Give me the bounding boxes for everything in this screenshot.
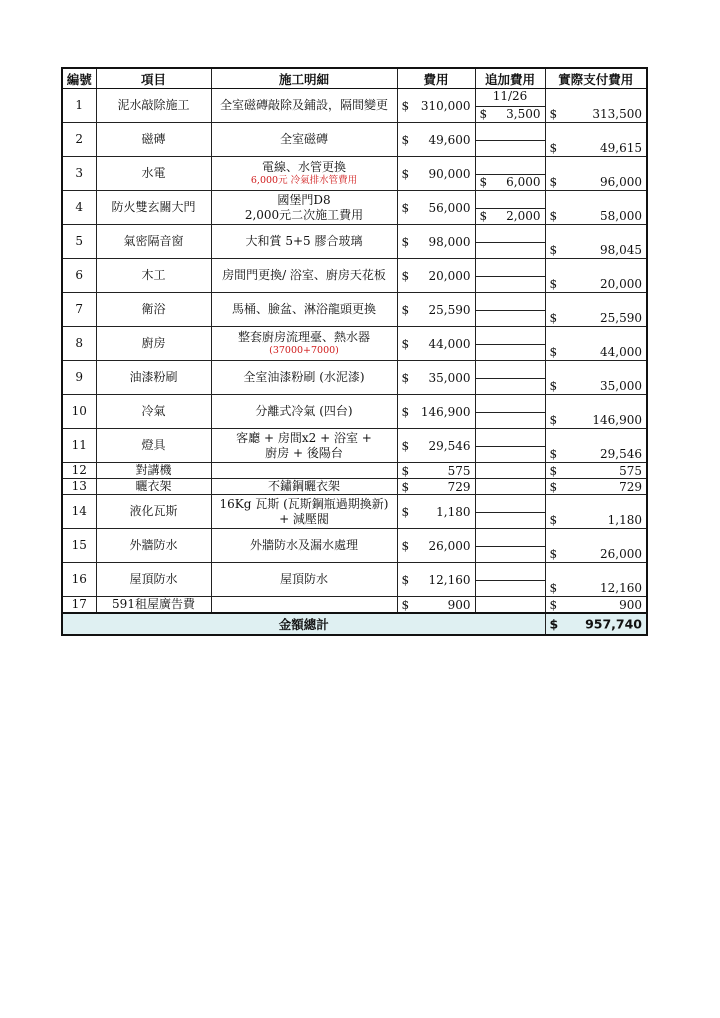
row-description <box>211 495 397 529</box>
currency-symbol: $ <box>401 98 410 113</box>
actual-amount: 29,546 <box>600 447 642 461</box>
row-number: 8 <box>62 327 96 361</box>
currency-symbol: $ <box>401 597 410 612</box>
currency-symbol: $ <box>401 370 410 385</box>
fee-cell <box>397 395 475 429</box>
fee-amount: 146,900 <box>420 404 471 419</box>
currency-symbol: $ <box>401 504 410 519</box>
additional-bottom <box>476 512 545 529</box>
fee-amount: 20,000 <box>428 268 471 283</box>
currency-symbol: $ <box>401 132 410 147</box>
row-number: 10 <box>62 395 96 429</box>
row-description <box>211 463 397 479</box>
currency-symbol: $ <box>401 538 410 553</box>
table-row <box>62 563 647 597</box>
fee-cell <box>397 327 475 361</box>
fee-cell <box>397 563 475 597</box>
row-item: 液化瓦斯 <box>96 495 211 529</box>
row-description <box>211 529 397 563</box>
row-item: 591租屋廣告費 <box>96 597 211 614</box>
row-item: 水電 <box>96 157 211 191</box>
actual-cell <box>545 89 647 123</box>
row-item: 曬衣架 <box>96 479 211 495</box>
row-number: 12 <box>62 463 96 479</box>
actual-amount: 44,000 <box>600 345 642 359</box>
actual-amount: 98,045 <box>600 243 642 257</box>
row-description <box>211 429 397 463</box>
description-text: 整套廚房流理臺、熱水器 <box>237 330 370 344</box>
additional-cell <box>475 225 545 259</box>
description-text: 國堡門D8 2,000元二次施工費用 <box>244 192 364 222</box>
header-no: 編號 <box>62 68 96 89</box>
total-label: 金額總計 <box>62 613 545 635</box>
fee-amount: 575 <box>447 463 471 478</box>
additional-cell <box>475 479 545 495</box>
table-body <box>62 89 647 614</box>
row-number: 11 <box>62 429 96 463</box>
actual-amount: 12,160 <box>600 581 642 595</box>
row-description <box>211 157 397 191</box>
fee-amount: 26,000 <box>428 538 471 553</box>
row-number: 9 <box>62 361 96 395</box>
currency-symbol: $ <box>401 463 410 478</box>
table-row <box>62 89 647 123</box>
currency-symbol: $ <box>549 345 558 359</box>
fee-amount: 25,590 <box>428 302 471 317</box>
row-item: 泥水敲除施工 <box>96 89 211 123</box>
additional-bottom <box>476 140 545 157</box>
table-row <box>62 429 647 463</box>
row-number: 14 <box>62 495 96 529</box>
actual-amount: 20,000 <box>600 277 642 291</box>
table-row <box>62 225 647 259</box>
additional-top <box>476 327 545 345</box>
additional-cell <box>475 563 545 597</box>
table-row <box>62 395 647 429</box>
actual-cell <box>545 597 647 614</box>
table-row <box>62 327 647 361</box>
currency-symbol: $ <box>479 107 488 121</box>
actual-amount: 49,615 <box>600 141 642 155</box>
additional-amount: 6,000 <box>506 175 541 189</box>
row-number: 3 <box>62 157 96 191</box>
actual-amount: 26,000 <box>600 547 642 561</box>
table-row <box>62 259 647 293</box>
header-item: 項目 <box>96 68 211 89</box>
description-text: 全室磁磚敲除及鋪設，隔間變更 <box>219 98 388 112</box>
additional-cell <box>475 123 545 157</box>
actual-cell <box>545 191 647 225</box>
additional-bottom <box>476 446 545 463</box>
actual-cell <box>545 479 647 495</box>
actual-amount: 35,000 <box>600 379 642 393</box>
actual-amount: 25,590 <box>600 311 642 325</box>
table-row <box>62 597 647 614</box>
header-actual: 實際支付費用 <box>545 68 647 89</box>
actual-cell <box>545 157 647 191</box>
currency-symbol: $ <box>401 479 410 494</box>
description-text: 電線、水管更換 <box>261 160 346 174</box>
row-number: 15 <box>62 529 96 563</box>
row-description <box>211 479 397 495</box>
row-item: 油漆粉刷 <box>96 361 211 395</box>
currency-symbol: $ <box>549 243 558 257</box>
table-row <box>62 463 647 479</box>
additional-top <box>476 157 545 175</box>
actual-cell <box>545 463 647 479</box>
fee-amount: 310,000 <box>420 98 471 113</box>
additional-bottom <box>476 546 545 563</box>
fee-cell <box>397 225 475 259</box>
actual-amount: 900 <box>619 597 642 612</box>
actual-cell <box>545 123 647 157</box>
fee-amount: 35,000 <box>428 370 471 385</box>
row-description <box>211 225 397 259</box>
row-item: 木工 <box>96 259 211 293</box>
description-text: 房間門更換/ 浴室、廚房天花板 <box>222 268 386 282</box>
fee-amount: 98,000 <box>428 234 471 249</box>
row-item: 燈具 <box>96 429 211 463</box>
fee-amount: 12,160 <box>428 572 471 587</box>
actual-cell <box>545 361 647 395</box>
row-item: 外牆防水 <box>96 529 211 563</box>
additional-top <box>476 395 545 413</box>
fee-amount: 729 <box>447 479 471 494</box>
total-amount: 957,740 <box>585 616 642 632</box>
table-row <box>62 123 647 157</box>
row-number: 16 <box>62 563 96 597</box>
fee-cell <box>397 479 475 495</box>
additional-cell <box>475 463 545 479</box>
actual-cell <box>545 293 647 327</box>
additional-bottom <box>476 580 545 597</box>
currency-symbol: $ <box>549 447 558 461</box>
row-item: 廚房 <box>96 327 211 361</box>
additional-top <box>476 191 545 209</box>
fee-amount: 1,180 <box>436 504 471 519</box>
fee-cell <box>397 495 475 529</box>
additional-amount: 2,000 <box>506 209 541 223</box>
row-number: 4 <box>62 191 96 225</box>
table-row <box>62 191 647 225</box>
currency-symbol: $ <box>401 404 410 419</box>
currency-symbol: $ <box>401 234 410 249</box>
currency-symbol: $ <box>401 302 410 317</box>
row-description <box>211 123 397 157</box>
table-row <box>62 479 647 495</box>
row-description <box>211 89 397 123</box>
actual-cell <box>545 529 647 563</box>
description-text: 大和賞 5+5 膠合玻璃 <box>245 234 363 248</box>
actual-cell <box>545 429 647 463</box>
header-fee: 費用 <box>397 68 475 89</box>
actual-cell <box>545 225 647 259</box>
additional-bottom <box>476 174 545 191</box>
row-description <box>211 259 397 293</box>
additional-bottom <box>476 378 545 395</box>
currency-symbol: $ <box>549 463 558 478</box>
additional-cell <box>475 327 545 361</box>
actual-amount: 575 <box>619 463 642 478</box>
additional-amount: 3,500 <box>506 107 541 121</box>
fee-cell <box>397 429 475 463</box>
fee-cell <box>397 529 475 563</box>
row-item: 氣密隔音窗 <box>96 225 211 259</box>
currency-symbol: $ <box>549 581 558 595</box>
fee-cell <box>397 259 475 293</box>
expense-sheet <box>61 67 646 636</box>
additional-top <box>476 89 545 107</box>
additional-top <box>476 361 545 379</box>
row-description <box>211 327 397 361</box>
additional-top <box>476 529 545 547</box>
actual-cell <box>545 327 647 361</box>
total-amount-cell <box>545 613 647 635</box>
fee-amount: 49,600 <box>428 132 471 147</box>
description-text: 16Kg 瓦斯 (瓦斯鋼瓶過期換新) + 減壓閥 <box>219 496 389 526</box>
additional-top <box>476 123 545 141</box>
additional-top <box>476 259 545 277</box>
additional-top <box>476 293 545 311</box>
row-item: 防火雙玄關大門 <box>96 191 211 225</box>
currency-symbol: $ <box>549 379 558 393</box>
row-number: 6 <box>62 259 96 293</box>
fee-amount: 90,000 <box>428 166 471 181</box>
additional-cell <box>475 495 545 529</box>
row-item: 磁磚 <box>96 123 211 157</box>
description-text: 全室油漆粉刷 (水泥漆) <box>243 370 365 384</box>
actual-amount: 96,000 <box>600 175 642 189</box>
row-description <box>211 597 397 614</box>
actual-amount: 1,180 <box>607 513 642 527</box>
header-row <box>62 68 647 89</box>
actual-amount: 146,900 <box>592 413 642 427</box>
table-row <box>62 293 647 327</box>
header-additional: 追加費用 <box>475 68 545 89</box>
fee-cell <box>397 597 475 614</box>
row-item: 衛浴 <box>96 293 211 327</box>
description-text: 外牆防水及漏水處理 <box>249 538 358 552</box>
additional-cell <box>475 429 545 463</box>
additional-bottom <box>476 310 545 327</box>
fee-cell <box>397 157 475 191</box>
currency-symbol: $ <box>479 175 488 189</box>
currency-symbol: $ <box>549 513 558 527</box>
actual-amount: 729 <box>619 479 642 494</box>
additional-cell <box>475 395 545 429</box>
row-number: 13 <box>62 479 96 495</box>
actual-cell <box>545 495 647 529</box>
additional-bottom <box>476 344 545 361</box>
table-row <box>62 157 647 191</box>
fee-cell <box>397 463 475 479</box>
currency-symbol: $ <box>549 547 558 561</box>
currency-symbol: $ <box>549 413 558 427</box>
actual-cell <box>545 395 647 429</box>
description-text: 客廳 + 房間x2 + 浴室 + 廚房 + 後陽台 <box>236 430 372 460</box>
additional-cell <box>475 597 545 614</box>
additional-bottom <box>476 242 545 259</box>
row-number: 2 <box>62 123 96 157</box>
currency-symbol: $ <box>549 277 558 291</box>
actual-cell <box>545 259 647 293</box>
fee-cell <box>397 293 475 327</box>
table-row <box>62 495 647 529</box>
currency-symbol: $ <box>549 175 558 189</box>
currency-symbol: $ <box>401 200 410 215</box>
additional-bottom <box>476 106 545 123</box>
fee-cell <box>397 123 475 157</box>
actual-amount: 58,000 <box>600 209 642 223</box>
additional-cell <box>475 89 545 123</box>
additional-top <box>476 429 545 447</box>
description-note: (37000+7000) <box>269 345 339 356</box>
currency-symbol: $ <box>401 166 410 181</box>
row-number: 7 <box>62 293 96 327</box>
row-item: 屋頂防水 <box>96 563 211 597</box>
currency-symbol: $ <box>479 209 488 223</box>
row-number: 5 <box>62 225 96 259</box>
additional-bottom <box>476 276 545 293</box>
additional-cell <box>475 361 545 395</box>
actual-amount: 313,500 <box>592 107 642 121</box>
fee-cell <box>397 191 475 225</box>
row-description <box>211 361 397 395</box>
row-description <box>211 191 397 225</box>
currency-symbol: $ <box>549 107 558 121</box>
description-text: 馬桶、臉盆、淋浴龍頭更換 <box>231 302 376 316</box>
description-text: 分離式冷氣 (四台) <box>255 404 353 418</box>
total-row <box>62 613 647 635</box>
currency-symbol: $ <box>549 597 558 612</box>
additional-cell <box>475 529 545 563</box>
currency-symbol: $ <box>401 336 410 351</box>
row-item: 對講機 <box>96 463 211 479</box>
additional-top <box>476 563 545 581</box>
row-number: 17 <box>62 597 96 614</box>
currency-symbol: $ <box>401 438 410 453</box>
table-row <box>62 361 647 395</box>
currency-symbol: $ <box>549 616 559 632</box>
fee-amount: 56,000 <box>428 200 471 215</box>
additional-cell <box>475 157 545 191</box>
additional-date: 11/26 <box>492 89 528 103</box>
row-description <box>211 563 397 597</box>
additional-top <box>476 225 545 243</box>
description-text: 不鏽鋼曬衣架 <box>267 479 340 493</box>
description-text: 全室磁磚 <box>279 132 328 146</box>
additional-bottom <box>476 208 545 225</box>
expense-table <box>61 67 648 636</box>
additional-cell <box>475 191 545 225</box>
table-row <box>62 529 647 563</box>
fee-amount: 29,546 <box>428 438 471 453</box>
header-desc: 施工明細 <box>211 68 397 89</box>
description-note: 6,000元 冷氣排水管費用 <box>250 175 358 186</box>
fee-cell <box>397 361 475 395</box>
fee-amount: 900 <box>447 597 471 612</box>
currency-symbol: $ <box>549 141 558 155</box>
row-description <box>211 395 397 429</box>
row-description <box>211 293 397 327</box>
additional-bottom <box>476 412 545 429</box>
currency-symbol: $ <box>401 572 410 587</box>
currency-symbol: $ <box>401 268 410 283</box>
currency-symbol: $ <box>549 479 558 494</box>
fee-amount: 44,000 <box>428 336 471 351</box>
currency-symbol: $ <box>549 209 558 223</box>
row-number: 1 <box>62 89 96 123</box>
row-item: 冷氣 <box>96 395 211 429</box>
currency-symbol: $ <box>549 311 558 325</box>
fee-cell <box>397 89 475 123</box>
additional-cell <box>475 259 545 293</box>
actual-cell <box>545 563 647 597</box>
additional-cell <box>475 293 545 327</box>
additional-top <box>476 495 545 513</box>
description-text: 屋頂防水 <box>279 572 328 586</box>
